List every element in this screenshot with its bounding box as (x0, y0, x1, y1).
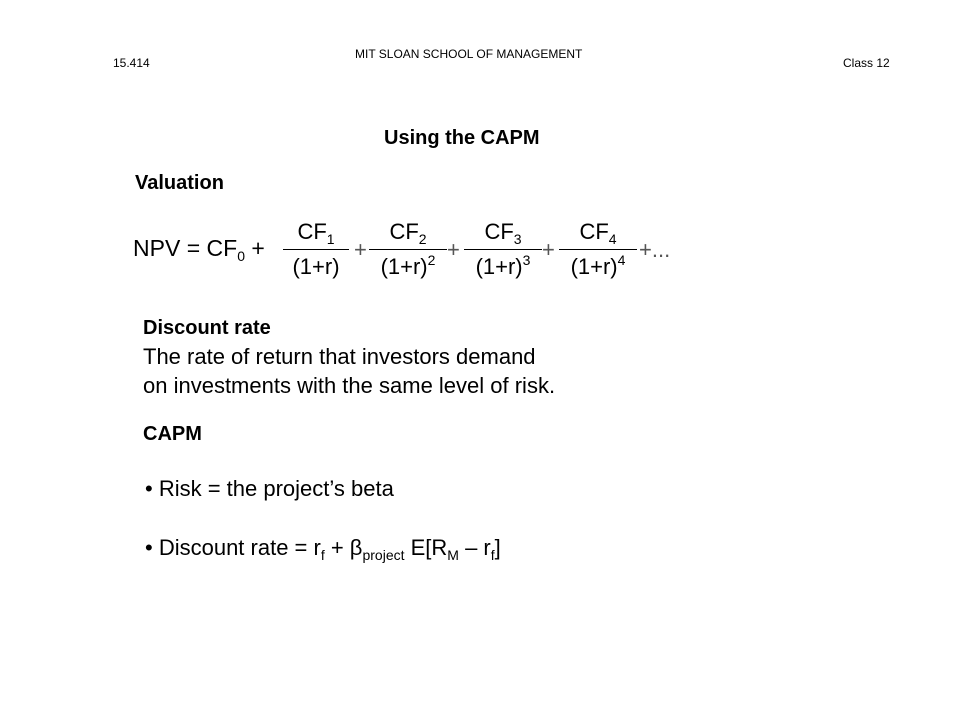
plus-3: + (542, 237, 555, 262)
discount-rate-line-2: on investments with the same level of risk. (143, 373, 556, 398)
valuation-heading: Valuation (135, 172, 224, 194)
plus-4: +... (639, 237, 671, 262)
bullet-risk: • Risk = the project’s beta (145, 476, 394, 501)
bullet-icon: • (145, 476, 153, 501)
term-2: $CF_2$ $(1+r)^2$ (369, 218, 447, 282)
plus-1: + (354, 237, 367, 262)
bullet-icon: • (145, 535, 153, 560)
term-4: $CF_4$ $(1+r)^4$ (559, 218, 637, 282)
term-3: $CF_3$ $(1+r)^3$ (464, 218, 542, 282)
class-label: Class 12 (843, 56, 890, 70)
npv-equation (133, 218, 693, 290)
plus-2: + (447, 237, 460, 262)
term-1: $CF_1$ (1+r) (283, 218, 349, 282)
slide-title: Using the CAPM (384, 127, 540, 149)
capm-heading: CAPM (143, 423, 202, 445)
bullet-discount-rate-formula: • Discount rate = $r_f + \beta_{project}$ $E[R_M - r_f]$ (145, 535, 501, 563)
discount-rate-heading: Discount rate (143, 317, 271, 339)
npv-lhs: NPV = $CF_0$ + (133, 235, 265, 264)
course-number: 15.414 (113, 56, 150, 70)
school-name: MIT SLOAN SCHOOL OF MANAGEMENT (355, 47, 583, 61)
discount-rate-line-1: The rate of return that investors demand (143, 344, 536, 369)
